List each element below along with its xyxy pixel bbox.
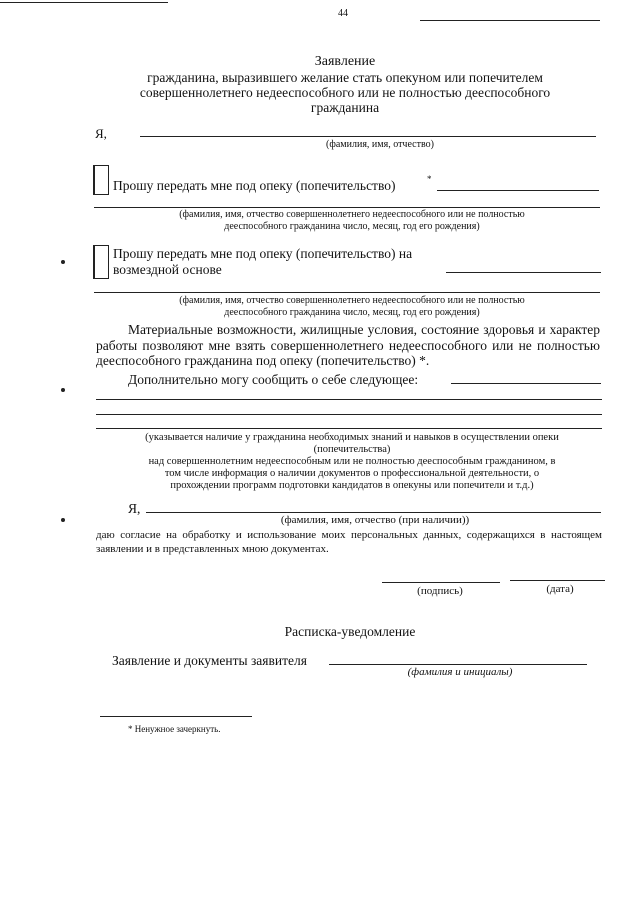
additional-info-label: Дополнительно могу сообщить о себе следующее: xyxy=(128,372,419,387)
additional-info-field-1[interactable] xyxy=(451,383,601,384)
margin-bullet-3 xyxy=(61,518,65,522)
option2-text-line-2: возмездной основе xyxy=(113,262,222,277)
date-hint: (дата) xyxy=(546,583,574,595)
receipt-applicant-field[interactable] xyxy=(329,664,587,665)
option1-ward-field[interactable] xyxy=(437,190,599,191)
option1-footnote-mark: * xyxy=(427,174,432,184)
option1-checkbox[interactable] xyxy=(93,165,109,195)
option2-ward-field-2[interactable] xyxy=(94,292,600,293)
skills-hint-2: (попечительства) xyxy=(313,444,391,455)
consent-paragraph: даю согласие на обработку и использование моих персональных данных, содержащихся в настоящем заявлении и в представленных мною документах. xyxy=(96,529,602,555)
document-subtitle-line-3: гражданина xyxy=(310,100,380,115)
signature-field[interactable] xyxy=(382,582,500,583)
consent-applicant-label: Я, xyxy=(128,501,141,516)
additional-info-field-4[interactable] xyxy=(96,428,602,429)
option2-text-line-1: Прошу передать мне под опеку (попечительство) на xyxy=(113,246,413,261)
scan-line-top-right xyxy=(420,20,600,21)
skills-hint-3: над совершеннолетним недееспособным или не полностью дееспособным гражданином, в xyxy=(148,456,556,467)
applicant-label: Я, xyxy=(95,126,107,141)
applicant-name-hint: (фамилия, имя, отчество) xyxy=(326,139,434,150)
option1-ward-field-2[interactable] xyxy=(94,207,600,208)
document-title: Заявление xyxy=(314,54,376,69)
receipt-hint: (фамилия и инициалы) xyxy=(407,666,513,678)
option2-ward-hint-1: (фамилия, имя, отчество совершеннолетнего недееспособного или не полностью xyxy=(179,295,525,306)
footnote: * Ненужное зачеркнуть. xyxy=(128,724,221,734)
option1-text: Прошу передать мне под опеку (попечительство) xyxy=(113,178,396,193)
applicant-name-field[interactable] xyxy=(140,136,596,137)
consent-applicant-hint: (фамилия, имя, отчество (при наличии)) xyxy=(280,514,470,526)
skills-hint-1: (указывается наличие у гражданина необходимых знаний и навыков в осуществлении опеки xyxy=(145,432,559,443)
document-subtitle-line-2: совершеннолетнего недееспособного или не полностью дееспособного xyxy=(139,85,551,100)
receipt-title: Расписка-уведомление xyxy=(284,624,416,639)
receipt-text: Заявление и документы заявителя xyxy=(112,653,307,668)
option2-ward-field[interactable] xyxy=(446,272,601,273)
material-paragraph: Материальные возможности, жилищные условия, состояние здоровья и характер работы позволяют мне взять совершеннолетнего недееспособного или не полностью дееспособного гражданина под опеку (попечительство) *. xyxy=(96,322,600,368)
option2-ward-hint-2: дееспособного гражданина число, месяц, год его рождения) xyxy=(224,307,480,318)
additional-info-field-3[interactable] xyxy=(96,414,602,415)
page-number: 44 xyxy=(338,8,348,19)
margin-bullet-2 xyxy=(61,388,65,392)
document-subtitle-line-1: гражданина, выразившего желание стать опекуном или попечителем xyxy=(147,70,543,85)
scan-line-top xyxy=(0,2,168,3)
option1-ward-hint-1: (фамилия, имя, отчество совершеннолетнего недееспособного или не полностью xyxy=(179,209,525,220)
footnote-separator xyxy=(100,716,252,717)
option2-checkbox[interactable] xyxy=(93,245,109,279)
skills-hint-5: прохождении программ подготовки кандидатов в опекуны или попечители и т.д.) xyxy=(170,480,534,491)
signature-hint: (подпись) xyxy=(417,585,463,597)
skills-hint-4: том числе информация о наличии документов о профессиональной деятельности, о xyxy=(164,468,540,479)
option1-ward-hint-2: дееспособного гражданина число, месяц, год его рождения) xyxy=(224,221,480,232)
margin-bullet xyxy=(61,260,65,264)
consent-applicant-field[interactable] xyxy=(146,512,601,513)
date-field[interactable] xyxy=(510,580,605,581)
additional-info-field-2[interactable] xyxy=(96,399,602,400)
